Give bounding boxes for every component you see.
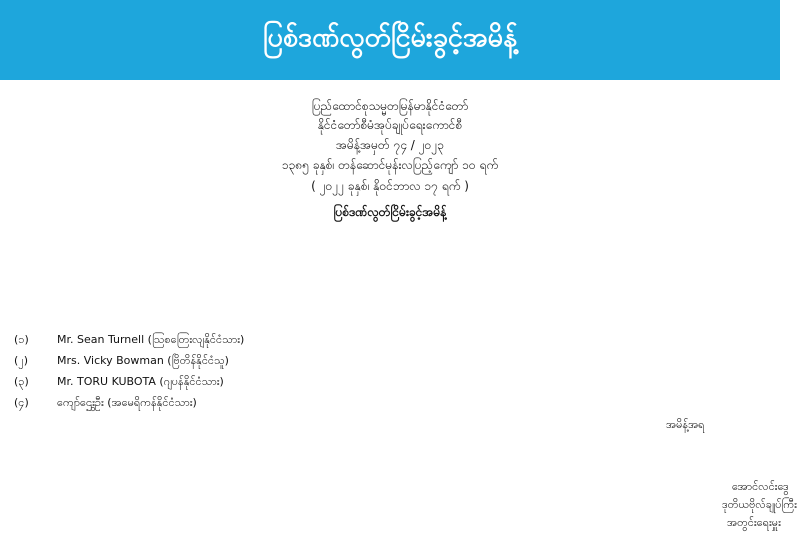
country-name: ပြည်ထောင်စုသမ္မတမြန်မာနိုင်ငံတော် — [311, 99, 469, 113]
by-order-label: အမိန့်အရ — [666, 418, 705, 431]
list-number: (၁) — [14, 333, 29, 346]
list-name: Mr. TORU KUBOTA (ဂျပန်နိုင်ငံသား) — [57, 375, 224, 388]
signatory-rank: ဒုတိယဗိုလ်ချုပ်ကြီး — [722, 498, 797, 511]
list-name: ကျော်ဌွေးဦး (အမေရိကန်နိုင်ငံသား) — [57, 396, 197, 409]
myanmar-date: ၁၃၈၅ ခုနှစ်၊ တန်ဆောင်မုန်းလပြည့်ကျော် ၁၀ ရက် — [281, 158, 499, 172]
list-item — [0, 354, 780, 372]
order-title: ပြစ်ဒဏ်လွတ်ငြိမ်းခွင့်အမိန့် — [333, 205, 447, 219]
signatory-office: အတွင်းရေးမှူး — [727, 516, 781, 529]
council-name: နိုင်ငံတော်စီမံအုပ်ချုပ်ရေးကောင်စီ — [317, 118, 463, 132]
list-item — [0, 333, 780, 351]
gregorian-date: ( ၂၀၂၂ ခုနှစ်၊ နိုဝင်ဘာလ ၁၇ ရက် ) — [311, 179, 469, 193]
signatory-name: အောင်လင်းဒွေ — [732, 480, 789, 493]
list-item — [0, 375, 780, 393]
list-item — [0, 396, 780, 414]
order-number: အမိန့်အမှတ် ၇၄ / ၂၀၂၃ — [336, 138, 444, 152]
list-name: Mrs. Vicky Bowman (ဗြိတိန်နိုင်ငံသူ) — [57, 354, 229, 367]
list-number: (၄) — [14, 396, 29, 409]
banner-title: ပြစ်ဒဏ်လွတ်ငြိမ်းခွင့်အမိန့် — [262, 22, 518, 53]
list-number: (၃) — [14, 375, 29, 388]
title-banner — [0, 0, 780, 80]
list-number: (၂) — [14, 354, 28, 367]
list-name: Mr. Sean Turnell (ဩစတြေးလျနိုင်ငံသား) — [57, 333, 245, 346]
